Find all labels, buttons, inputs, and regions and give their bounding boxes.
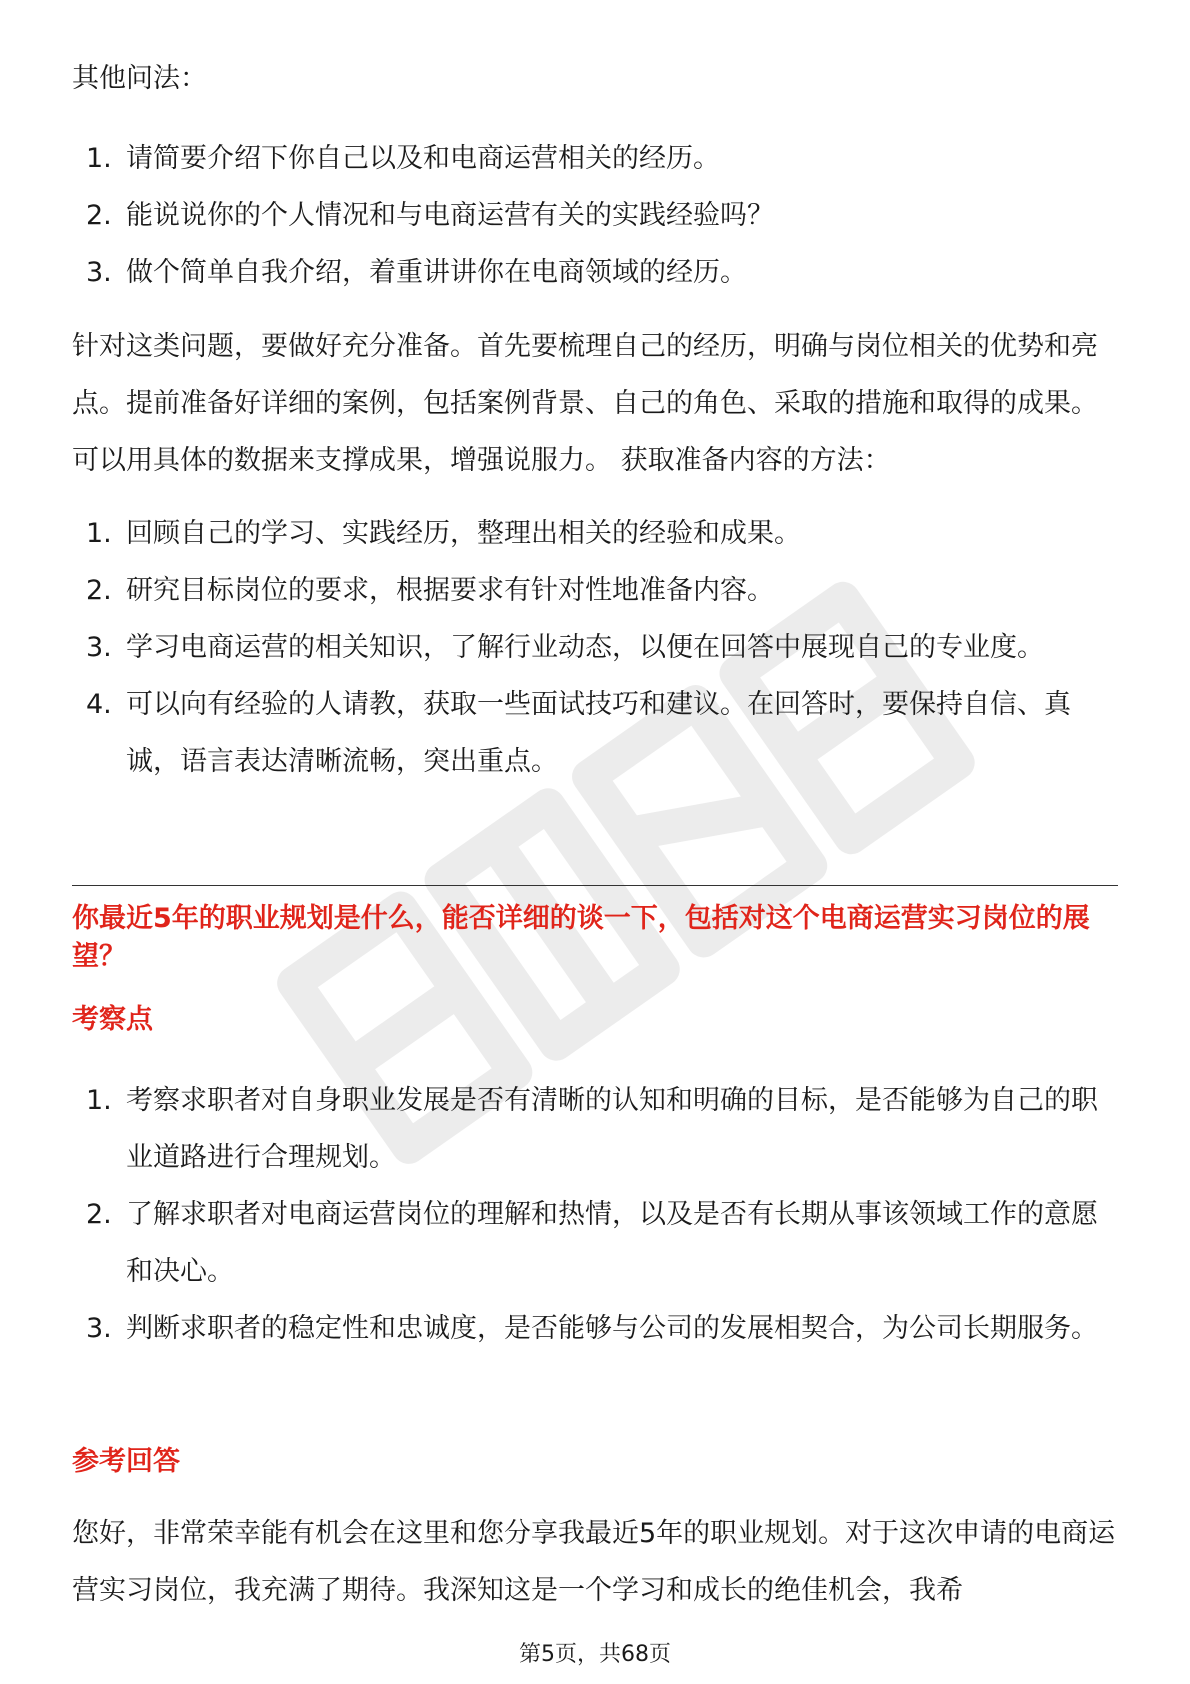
list-item-text: 研究目标岗位的要求，根据要求有针对性地准备内容。: [126, 575, 774, 606]
section-divider: [72, 885, 1118, 886]
page-footer: 第5页，共68页: [519, 1642, 671, 1667]
list-item: [72, 187, 1118, 244]
interview-question: 你最近5年的职业规划是什么，能否详细的谈一下，包括对这个电商运营实习岗位的展望？: [72, 903, 1090, 972]
list-item-text: 做个简单自我介绍，着重讲讲你在电商领域的经历。: [126, 257, 747, 288]
assessment-points-list: [72, 1072, 1118, 1357]
list-number: 3.: [86, 1313, 112, 1344]
list-number: 2.: [86, 200, 112, 231]
list-item-text: 学习电商运营的相关知识，了解行业动态，以便在回答中展现自己的专业度。: [126, 632, 1044, 663]
list-item-text: 回顾自己的学习、实践经历，整理出相关的经验和成果。: [126, 518, 801, 549]
list-item-text: 可以向有经验的人请教，获取一些面试技巧和建议。在回答时，要保持自信、真诚，语言表达清晰流畅，突出重点。: [126, 689, 1071, 777]
list-item: [72, 505, 1118, 562]
list-number: 4.: [86, 689, 112, 720]
list-number: 3.: [86, 257, 112, 288]
alt-questions-list: [72, 130, 1118, 301]
prep-paragraph: 针对这类问题，要做好充分准备。首先要梳理自己的经历，明确与岗位相关的优势和亮点。提前准备好详细的案例，包括案例背景、自己的角色、采取的措施和取得的成果。可以用具体的数据来支撑成果，增强说服力。 获取准备内容的方法：: [72, 331, 1098, 476]
list-number: 1.: [86, 143, 112, 174]
list-item: [72, 619, 1118, 676]
answer-heading: 参考回答: [72, 1446, 180, 1477]
list-item: [72, 562, 1118, 619]
list-item: [72, 244, 1118, 301]
list-item-text: 考察求职者对自身职业发展是否有清晰的认知和明确的目标，是否能够为自己的职业道路进行合理规划。: [126, 1085, 1098, 1173]
list-number: 2.: [86, 575, 112, 606]
list-item-text: 判断求职者的稳定性和忠诚度，是否能够与公司的发展相契合，为公司长期服务。: [126, 1313, 1098, 1344]
list-item: [72, 130, 1118, 187]
intro-heading: 其他问法：: [72, 63, 207, 94]
assessment-heading: 考察点: [72, 1004, 153, 1035]
prep-methods-list: [72, 505, 1118, 790]
list-item: [72, 676, 1118, 790]
answer-paragraph: 您好，非常荣幸能有机会在这里和您分享我最近5年的职业规划。对于这次申请的电商运营实习岗位，我充满了期待。我深知这是一个学习和成长的绝佳机会，我希: [72, 1518, 1116, 1606]
list-item: [72, 1072, 1118, 1186]
list-number: 2.: [86, 1199, 112, 1230]
list-item: [72, 1300, 1118, 1357]
list-item: [72, 1186, 1118, 1300]
list-item-text: 请简要介绍下你自己以及和电商运营相关的经历。: [126, 143, 720, 174]
list-item-text: 了解求职者对电商运营岗位的理解和热情，以及是否有长期从事该领域工作的意愿和决心。: [126, 1199, 1098, 1287]
list-item-text: 能说说你的个人情况和与电商运营有关的实践经验吗？: [126, 200, 774, 231]
list-number: 1.: [86, 1085, 112, 1116]
list-number: 1.: [86, 518, 112, 549]
list-number: 3.: [86, 632, 112, 663]
